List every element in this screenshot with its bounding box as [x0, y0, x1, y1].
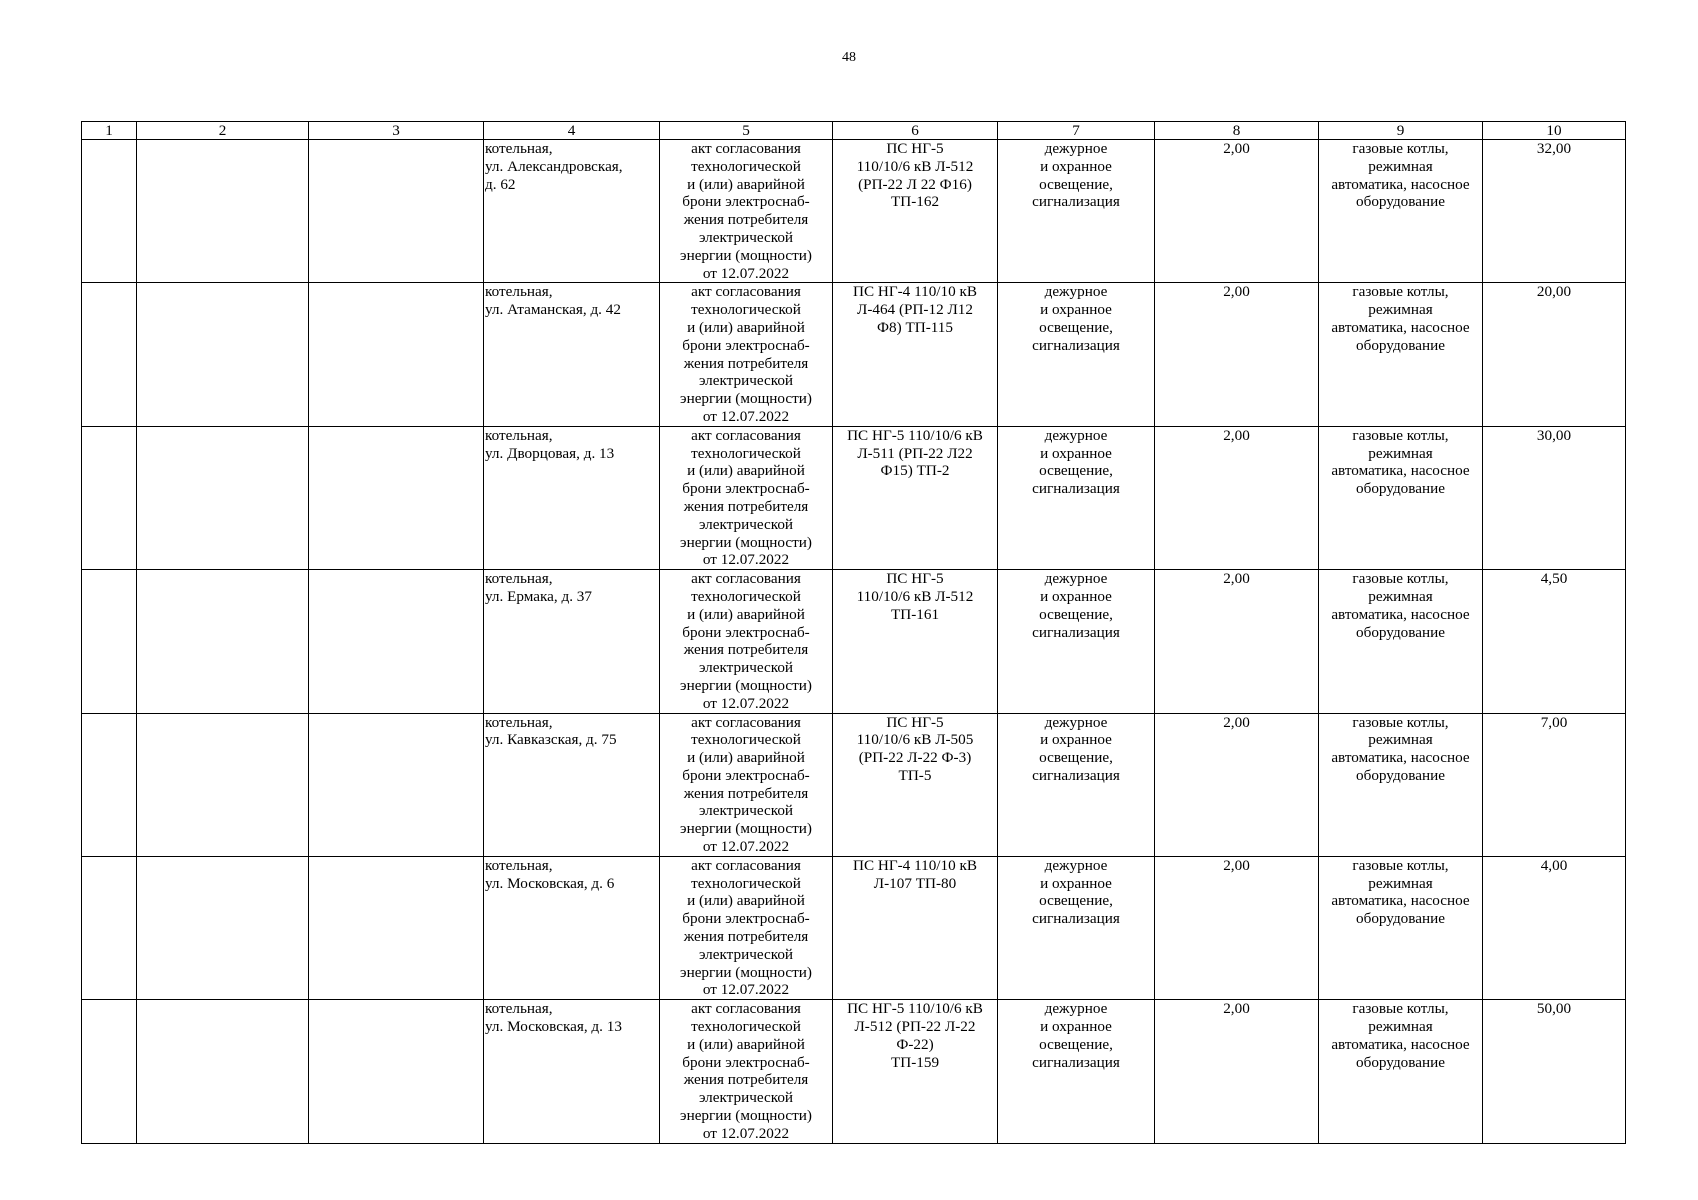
column-number: 10	[1483, 122, 1626, 140]
cell-object: котельная, ул. Московская, д. 13	[484, 1000, 660, 1143]
cell-value: 4,00	[1483, 856, 1626, 999]
cell-power: 2,00	[1155, 283, 1319, 426]
cell-col-1	[82, 713, 137, 856]
cell-value: 4,50	[1483, 570, 1626, 713]
cell-power-source: ПС НГ-5 110/10/6 кВ Л-512 (РП-22 Л 22 Ф16) ТП-162	[833, 140, 998, 283]
cell-document: акт согласования технологической и (или) аварийной брони электроснаб- жения потребителя электрической энергии (мощности) от 12.07.2022	[660, 140, 833, 283]
cell-power-source: ПС НГ-5 110/10/6 кВ Л-505 (РП-22 Л-22 Ф-3) ТП-5	[833, 713, 998, 856]
column-number: 8	[1155, 122, 1319, 140]
cell-document: акт согласования технологической и (или) аварийной брони электроснаб- жения потребителя электрической энергии (мощности) от 12.07.2022	[660, 1000, 833, 1143]
cell-col-1	[82, 570, 137, 713]
cell-equipment: газовые котлы, режимная автоматика, насосное оборудование	[1319, 570, 1483, 713]
cell-consumers: дежурное и охранное освещение, сигнализация	[998, 713, 1155, 856]
cell-col-1	[82, 856, 137, 999]
table-row	[82, 1000, 1626, 1143]
cell-equipment: газовые котлы, режимная автоматика, насосное оборудование	[1319, 713, 1483, 856]
cell-document: акт согласования технологической и (или) аварийной брони электроснаб- жения потребителя электрической энергии (мощности) от 12.07.2022	[660, 283, 833, 426]
cell-consumers: дежурное и охранное освещение, сигнализация	[998, 140, 1155, 283]
cell-document: акт согласования технологической и (или) аварийной брони электроснаб- жения потребителя электрической энергии (мощности) от 12.07.2022	[660, 426, 833, 569]
cell-col-3	[309, 283, 484, 426]
table-row	[82, 856, 1626, 999]
cell-object: котельная, ул. Московская, д. 6	[484, 856, 660, 999]
column-number: 9	[1319, 122, 1483, 140]
cell-power: 2,00	[1155, 570, 1319, 713]
cell-power-source: ПС НГ-5 110/10/6 кВ Л-512 ТП-161	[833, 570, 998, 713]
cell-power-source: ПС НГ-4 110/10 кВ Л-464 (РП-12 Л12 Ф8) ТП-115	[833, 283, 998, 426]
cell-value: 50,00	[1483, 1000, 1626, 1143]
cell-col-2	[137, 570, 309, 713]
cell-consumers: дежурное и охранное освещение, сигнализация	[998, 426, 1155, 569]
cell-consumers: дежурное и охранное освещение, сигнализация	[998, 856, 1155, 999]
table-row	[82, 570, 1626, 713]
cell-consumers: дежурное и охранное освещение, сигнализация	[998, 283, 1155, 426]
cell-col-1	[82, 1000, 137, 1143]
table-row	[82, 140, 1626, 283]
column-number: 3	[309, 122, 484, 140]
cell-object: котельная, ул. Дворцовая, д. 13	[484, 426, 660, 569]
cell-col-2	[137, 283, 309, 426]
cell-value: 32,00	[1483, 140, 1626, 283]
cell-power-source: ПС НГ-5 110/10/6 кВ Л-512 (РП-22 Л-22 Ф-22) ТП-159	[833, 1000, 998, 1143]
cell-col-2	[137, 140, 309, 283]
cell-col-3	[309, 856, 484, 999]
cell-col-3	[309, 426, 484, 569]
page-number: 48	[842, 50, 856, 65]
cell-col-2	[137, 713, 309, 856]
cell-equipment: газовые котлы, режимная автоматика, насосное оборудование	[1319, 856, 1483, 999]
column-number: 5	[660, 122, 833, 140]
cell-object: котельная, ул. Александровская, д. 62	[484, 140, 660, 283]
cell-power: 2,00	[1155, 856, 1319, 999]
cell-col-3	[309, 140, 484, 283]
table-row	[82, 713, 1626, 856]
column-number: 2	[137, 122, 309, 140]
cell-power: 2,00	[1155, 140, 1319, 283]
cell-object: котельная, ул. Атаманская, д. 42	[484, 283, 660, 426]
cell-object: котельная, ул. Кавказская, д. 75	[484, 713, 660, 856]
cell-power: 2,00	[1155, 426, 1319, 569]
cell-equipment: газовые котлы, режимная автоматика, насосное оборудование	[1319, 1000, 1483, 1143]
cell-col-3	[309, 713, 484, 856]
cell-power-source: ПС НГ-4 110/10 кВ Л-107 ТП-80	[833, 856, 998, 999]
cell-col-2	[137, 1000, 309, 1143]
table-row	[82, 283, 1626, 426]
cell-value: 7,00	[1483, 713, 1626, 856]
column-number-row	[82, 122, 1626, 140]
column-number: 1	[82, 122, 137, 140]
cell-col-1	[82, 283, 137, 426]
cell-object: котельная, ул. Ермака, д. 37	[484, 570, 660, 713]
column-number: 7	[998, 122, 1155, 140]
cell-col-1	[82, 140, 137, 283]
cell-consumers: дежурное и охранное освещение, сигнализация	[998, 1000, 1155, 1143]
column-number: 4	[484, 122, 660, 140]
table-row	[82, 426, 1626, 569]
cell-consumers: дежурное и охранное освещение, сигнализация	[998, 570, 1155, 713]
cell-col-3	[309, 1000, 484, 1143]
cell-col-2	[137, 426, 309, 569]
column-number: 6	[833, 122, 998, 140]
cell-document: акт согласования технологической и (или) аварийной брони электроснаб- жения потребителя электрической энергии (мощности) от 12.07.2022	[660, 570, 833, 713]
cell-power-source: ПС НГ-5 110/10/6 кВ Л-511 (РП-22 Л22 Ф15) ТП-2	[833, 426, 998, 569]
cell-value: 20,00	[1483, 283, 1626, 426]
cell-document: акт согласования технологической и (или) аварийной брони электроснаб- жения потребителя электрической энергии (мощности) от 12.07.2022	[660, 713, 833, 856]
cell-value: 30,00	[1483, 426, 1626, 569]
cell-col-2	[137, 856, 309, 999]
cell-power: 2,00	[1155, 713, 1319, 856]
cell-equipment: газовые котлы, режимная автоматика, насосное оборудование	[1319, 426, 1483, 569]
cell-col-1	[82, 426, 137, 569]
cell-power: 2,00	[1155, 1000, 1319, 1143]
cell-col-3	[309, 570, 484, 713]
power-reservation-table	[81, 121, 1626, 1144]
cell-equipment: газовые котлы, режимная автоматика, насосное оборудование	[1319, 283, 1483, 426]
cell-document: акт согласования технологической и (или) аварийной брони электроснаб- жения потребителя электрической энергии (мощности) от 12.07.2022	[660, 856, 833, 999]
cell-equipment: газовые котлы, режимная автоматика, насосное оборудование	[1319, 140, 1483, 283]
